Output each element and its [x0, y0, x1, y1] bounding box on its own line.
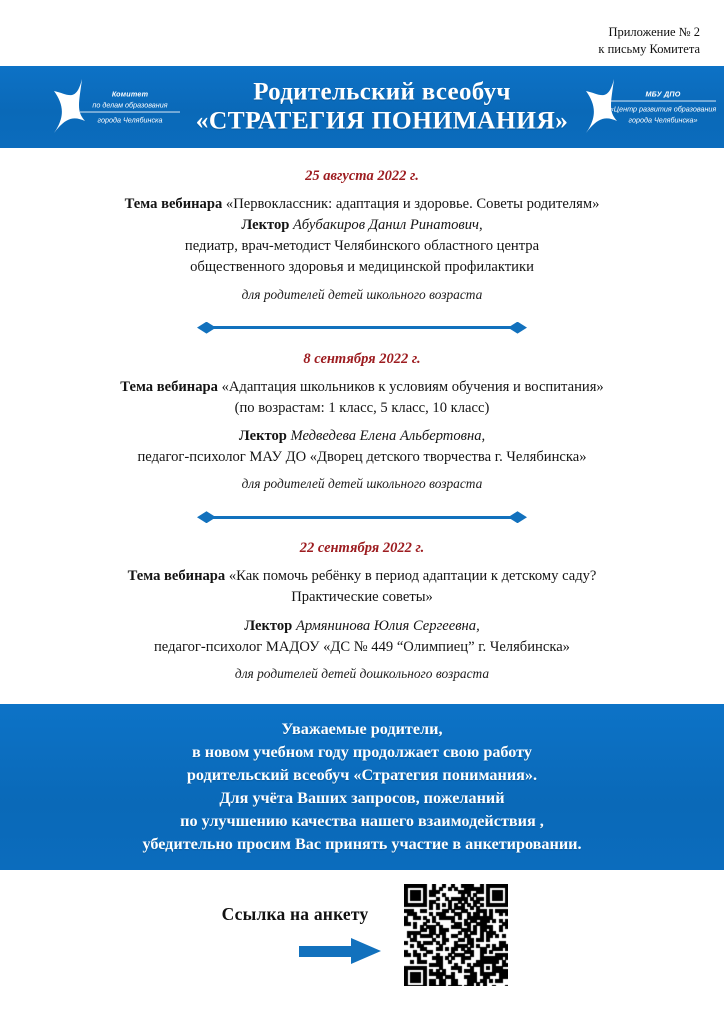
survey-link-label: Ссылка на анкету: [221, 904, 369, 924]
logo-center-divider: [610, 101, 716, 102]
qr-code-canvas[interactable]: [404, 884, 508, 986]
session-date: 22 сентября 2022 г.: [299, 540, 425, 557]
session-lecturer-detail: педиатр, врач-методист Челябинского областного центра: [184, 238, 540, 255]
appeal-line: убедительно просим Вас принять участие в анкетировании.: [142, 835, 582, 853]
session-date: 8 сентября 2022 г.: [303, 350, 421, 367]
session-topic: [0, 566, 724, 587]
appeal-line: родительский всеобуч «Стратегия понимания».: [186, 766, 538, 784]
session-item: [0, 540, 724, 682]
session-audience: для родителей детей школьного возраста: [241, 286, 483, 302]
program-list: [0, 168, 724, 682]
session-lecturer: [0, 616, 724, 637]
session-lecturer-name: Армянинова Юлия Сергеевна,: [295, 617, 480, 634]
logo-committee-line-3: города Челябинска: [97, 115, 163, 125]
session-date: 25 августа 2022 г.: [305, 168, 419, 184]
session-item: [0, 351, 724, 493]
session-lecturer: [0, 426, 724, 447]
arrow-shaft: [299, 946, 357, 957]
logo-committee-line-1: Комитет: [111, 89, 149, 99]
session-lecturer-label: Лектор: [244, 617, 293, 634]
session-topic-text: «Как помочь ребёнку в период адаптации к детскому саду?: [228, 568, 597, 585]
logo-committee: [52, 66, 180, 148]
session-topic: [0, 194, 724, 215]
section-divider: [197, 319, 527, 337]
session-lecturer-detail: общественного здоровья и медицинской профилактики: [190, 259, 534, 276]
qr-code-icon[interactable]: [404, 884, 508, 986]
appeal-line: Для учёта Ваших запросов, пожеланий: [219, 789, 505, 807]
session-lecturer-name: Абубакиров Данил Ринатович,: [293, 217, 483, 234]
appeal-line: по улучшению качества нашего взаимодействия ,: [180, 812, 544, 830]
session-lecturer: [0, 215, 724, 236]
session-topic-text: «Адаптация школьников к условиям обучения и воспитания»: [221, 378, 604, 395]
document-reference: [598, 24, 700, 58]
session-topic-text: (по возрастам: 1 класс, 5 класс, 10 класс): [234, 399, 490, 416]
session-lecturer-detail: педагог-психолог МАДОУ «ДС № 449 “Олимпиец” г. Челябинска»: [154, 638, 570, 655]
section-divider: [197, 508, 527, 526]
session-lecturer-detail: педагог-психолог МАУ ДО «Дворец детского творчества г. Челябинска»: [137, 449, 587, 466]
arrow-right-icon: [299, 938, 383, 964]
logo-committee-divider: [80, 112, 180, 113]
divider-line: [213, 326, 511, 329]
appeal-line: Уважаемые родители,: [281, 720, 443, 738]
logo-committee-line-2: по делам образования: [92, 100, 168, 110]
session-topic-label: Тема вебинара: [124, 196, 223, 212]
session-audience: для родителей детей дошкольного возраста: [234, 665, 490, 681]
survey-footer: [0, 880, 724, 1000]
session-lecturer-name: Медведева Елена Альбертовна,: [290, 427, 486, 444]
arrow-head: [351, 938, 381, 964]
session-lecturer-label: Лектор: [241, 217, 290, 234]
banner-title: [170, 79, 594, 134]
banner-title-line-2: «СТРАТЕГИЯ ПОНИМАНИЯ»: [195, 104, 569, 134]
session-topic-label: Тема вебинара: [120, 378, 218, 395]
session-lecturer-label: Лектор: [238, 427, 287, 444]
appeal-block: [0, 704, 724, 870]
logo-center-line-2: «Центр развития образования: [609, 104, 717, 114]
appeal-text: [120, 718, 603, 856]
divider-line: [213, 516, 511, 519]
logo-center-line-1: МБУ ДПО: [645, 89, 681, 99]
document-reference-line-1: Приложение № 2: [608, 25, 700, 39]
session-topic-text: «Первоклассник: адаптация и здоровье. Советы родителям»: [225, 196, 600, 212]
session-topic-text: Практические советы»: [291, 589, 433, 606]
appeal-line: в новом учебном году продолжает свою работу: [191, 743, 533, 761]
session-topic-label: Тема вебинара: [127, 568, 226, 585]
session-audience: для родителей детей школьного возраста: [241, 476, 483, 492]
header-banner: [0, 66, 724, 148]
logo-center-line-3: города Челябинска»: [628, 115, 698, 125]
logo-center: [584, 66, 716, 148]
session-topic: [0, 377, 724, 398]
diamond-right-icon: [508, 511, 527, 523]
diamond-right-icon: [508, 322, 527, 334]
banner-title-line-1: Родительский всеобуч: [253, 78, 511, 106]
document-reference-line-2: к письму Комитета: [598, 41, 700, 56]
session-item: [0, 168, 724, 303]
